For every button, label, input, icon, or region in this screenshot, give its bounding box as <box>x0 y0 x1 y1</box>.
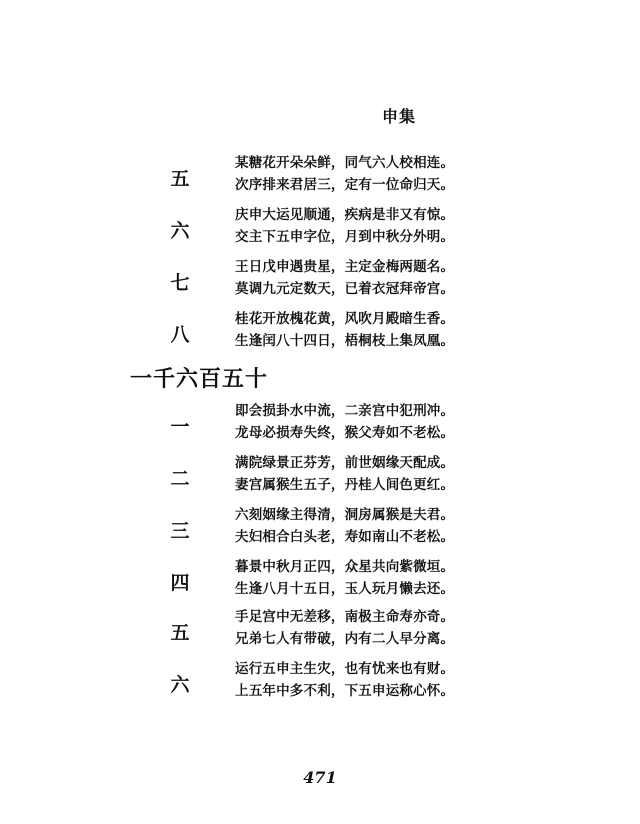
verse-entry <box>0 504 640 550</box>
verse-number: 六 <box>170 220 190 242</box>
verse-line: 暮景中秋月正四，众星共向紫微垣。 <box>235 559 455 575</box>
verse-entry <box>0 556 640 602</box>
verse-line: 即会损卦水中流，二亲宫中犯刑冲。 <box>235 403 455 419</box>
page-number: 471 <box>303 768 337 787</box>
verse-entry <box>0 658 640 704</box>
verse-number: 七 <box>170 272 190 294</box>
verse-entry <box>0 308 640 354</box>
verse-number: 二 <box>170 468 190 490</box>
verse-number: 六 <box>170 674 190 696</box>
verse-number: 五 <box>170 622 190 644</box>
verse-line: 生逢闰八十四日，梧桐枝上集凤凰。 <box>235 333 455 349</box>
verse-number: 三 <box>170 520 190 542</box>
verse-number: 五 <box>170 168 190 190</box>
verse-line: 桂花开放槐花黄，风吹月殿暗生香。 <box>235 311 455 327</box>
verse-line: 妻宫属猴生五子，丹桂人间色更红。 <box>235 477 455 493</box>
verse-line: 交主下五申字位，月到中秋分外明。 <box>235 229 455 245</box>
verse-line: 手足宫中无差移，南极主命寿亦奇。 <box>235 609 455 625</box>
verse-number: 四 <box>170 572 190 594</box>
verse-entry <box>0 256 640 302</box>
verse-line: 六刻姻缘主得清，洞房属猴是夫君。 <box>235 507 455 523</box>
verse-number: 八 <box>170 324 190 346</box>
verse-entry <box>0 606 640 652</box>
verse-line: 次序排来君居三，定有一位命归天。 <box>235 177 455 193</box>
verse-entry <box>0 204 640 250</box>
verse-line: 龙母必损寿失终，猴父寿如不老松。 <box>235 425 455 441</box>
verse-line: 满院绿景正芬芳，前世姻缘天配成。 <box>235 455 455 471</box>
verse-line: 庆申大运见顺通，疾病是非又有惊。 <box>235 207 455 223</box>
verse-line: 夫妇相合白头老，寿如南山不老松。 <box>235 529 455 545</box>
verse-line: 兄弟七人有带破，内有二人早分离。 <box>235 631 455 647</box>
verse-number: 一 <box>170 416 190 438</box>
verse-entry <box>0 400 640 446</box>
verse-line: 运行五申主生灾，也有忧来也有财。 <box>235 661 455 677</box>
verse-line: 莫调九元定数天，已着衣冠拜帝宫。 <box>235 281 455 297</box>
verse-entry <box>0 152 640 198</box>
verse-entry <box>0 452 640 498</box>
verse-line: 上五年中多不利，下五申运称心怀。 <box>235 683 455 699</box>
verse-line: 王日戊申遇贵星，主定金梅两题名。 <box>235 259 455 275</box>
verse-line: 某糖花开朵朵鲜，同气六人校相连。 <box>235 155 455 171</box>
running-header: 申集 <box>382 107 417 126</box>
verse-line: 生逢八月十五日，玉人玩月懒去还。 <box>235 581 455 597</box>
section-title: 一千六百五十 <box>130 366 269 392</box>
